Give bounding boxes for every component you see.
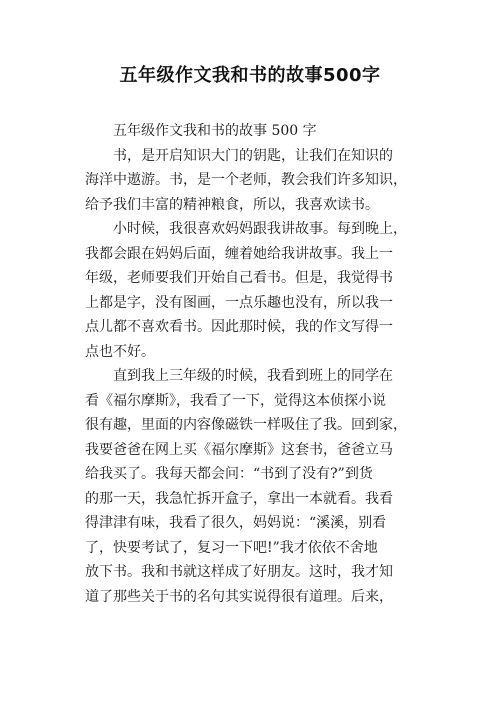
- paragraph-line: 直到我上三年级的时候，我看到班上的同学在: [113, 368, 393, 384]
- paragraph-line: 点儿都不喜欢看书。因此那时候，我的作文写得一: [85, 319, 393, 335]
- paragraph-line: 点也不好。: [85, 343, 155, 360]
- paragraph-line: 了，快要考试了，复习一下吧!”我才依依不舍地: [85, 539, 378, 556]
- paragraph-line: 我要爸爸在网上买《福尔摩斯》这套书，爸爸立马: [85, 441, 393, 458]
- paragraph-line: 年级，老师要我们开始自己看书。但是，我觉得书: [85, 270, 393, 286]
- paragraph-line: 的那一天，我急忙拆开盒子，拿出一本就看。我看: [85, 490, 393, 507]
- paragraph-line: 海洋中遨游。书，是一个老师，教会我们许多知识，: [85, 172, 407, 188]
- paragraph-line: 小时候，我很喜欢妈妈跟我讲故事。每到晚上，: [113, 221, 407, 237]
- paragraph-line: 上都是字，没有图画，一点乐趣也没有，所以我一: [85, 294, 393, 311]
- document-body: [85, 119, 423, 609]
- essay-heading-line: 五年级作文我和书的故事 500 字: [113, 123, 317, 139]
- paragraph-line: 书，是开启知识大门的钥匙，让我们在知识的: [113, 147, 393, 164]
- paragraph-line: 很有趣，里面的内容像磁铁一样吸住了我。回到家，: [85, 417, 407, 433]
- paragraph-line: 得津津有味，我看了很久，妈妈说：“溪溪，别看: [85, 515, 387, 531]
- paragraph-line: 给我买了。我每天都会问：“书到了没有?”到货: [85, 466, 373, 482]
- paragraph-line: 我都会跟在妈妈后面，缠着她给我讲故事。我上一: [85, 245, 393, 262]
- paragraph-line: 给予我们丰富的精神粮食，所以，我喜欢读书。: [85, 196, 379, 213]
- paragraph-line: 看《福尔摩斯》，我看了一下，觉得这本侦探小说: [85, 392, 386, 409]
- document-title: 五年级作文我和书的故事500字: [119, 65, 381, 86]
- paragraph-line: 道了那些关于书的名句其实说得很有道理。后来，: [85, 588, 393, 605]
- paragraph-line: 放下书。我和书就这样成了好朋友。这时，我才知: [85, 564, 393, 580]
